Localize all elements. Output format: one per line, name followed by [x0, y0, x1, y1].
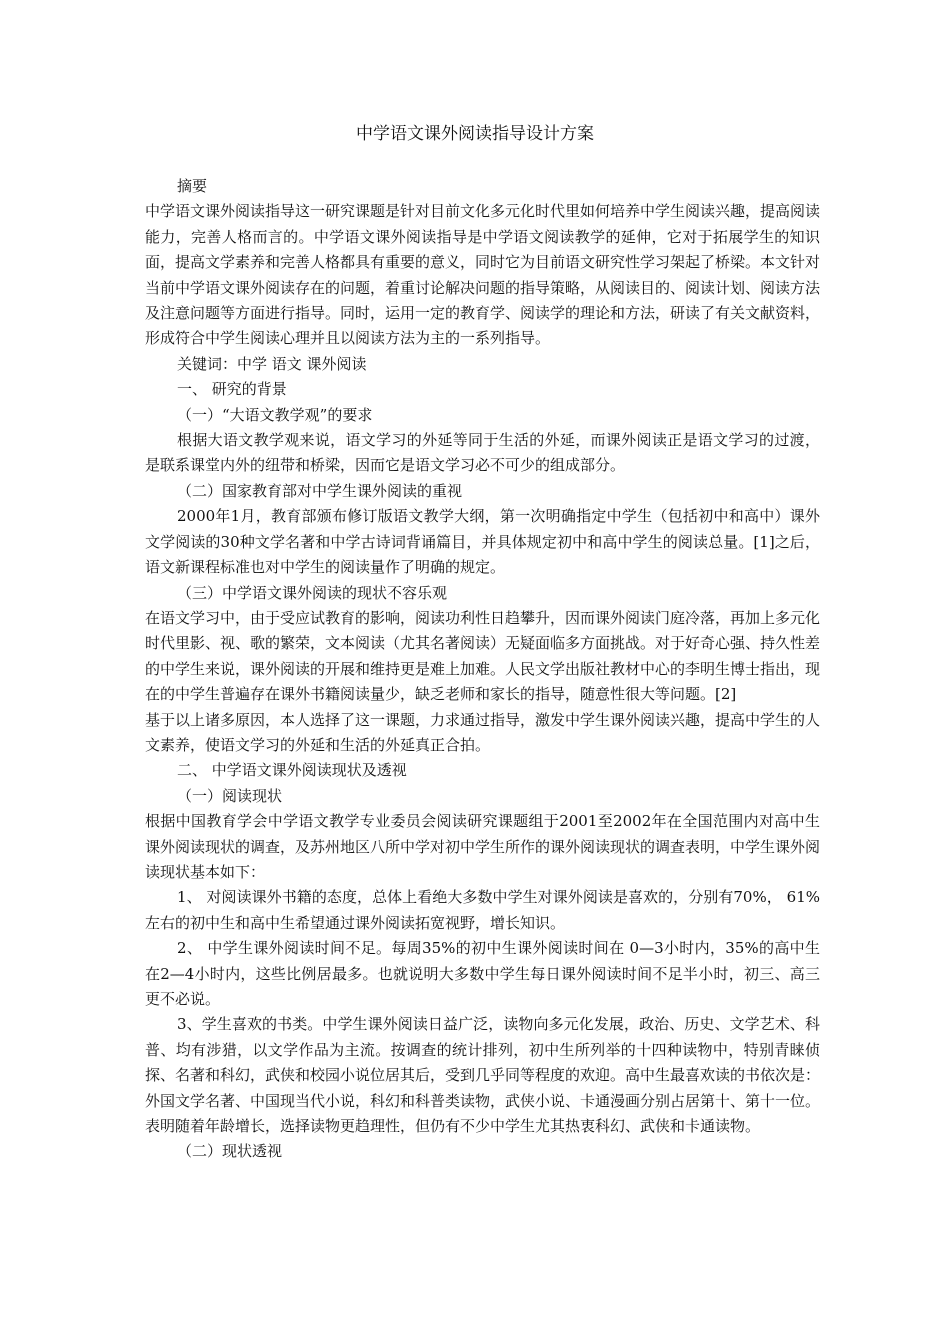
paragraph: 在语文学习中，由于受应试教育的影响，阅读功利性日趋攀升，因而课外阅读门庭冷落，再加上多元化时代里影、视、歌的繁荣，文本阅读（尤其名著阅读）无疑面临多方面挑战。对于好奇心强、持久性差的中学生来说，课外阅读的开展和维持更是难上加难。人民文学出版社教材中心的李明生博士指出，现在的中学生普遍存在课外书籍阅读量少，缺乏老师和家长的指导，随意性很大等问题。[2] [145, 608, 821, 704]
document-title: 中学语文课外阅读指导设计方案 [356, 124, 594, 144]
document-body [145, 174, 820, 1165]
paragraph: 根据大语文教学观来说，语文学习的外延等同于生活的外延，而课外阅读正是语文学习的过渡，是联系课堂内外的纽带和桥梁，因而它是语文学习必不可少的组成部分。 [145, 431, 820, 475]
paragraph: （二）国家教育部对中学生课外阅读的重视 [177, 481, 463, 500]
paragraph: （一）“大语文教学观”的要求 [177, 405, 373, 424]
paragraph: （一）阅读现状 [177, 786, 283, 805]
paragraph: 摘要 [177, 177, 208, 195]
paragraph: （二）现状透视 [177, 1142, 283, 1161]
paragraph: 一、 研究的背景 [177, 380, 287, 399]
paragraph: 1、 对阅读课外书籍的态度，总体上看绝大多数中学生对课外阅读是喜欢的，分别有70%， 61%左右的初中生和高中生希望通过课外阅读拓宽视野，增长知识。 [145, 888, 820, 932]
paragraph: 根据中国教育学会中学语文教学专业委员会阅读研究课题组于2001至2002年在全国范围内对高中生课外阅读现状的调查，及苏州地区八所中学对初中学生所作的课外阅读现状的调查表明，中学生课外阅读现状基本如下： [145, 812, 821, 881]
paragraph: 2、 中学生课外阅读时间不足。每周35%的初中生课外阅读时间在 0—3小时内，35%的高中生在2—4小时内，这些比例居最多。也就说明大多数中学生每日课外阅读时间不足半小时，初三、高三更不必说。 [145, 939, 820, 1008]
paragraph: 中学语文课外阅读指导这一研究课题是针对目前文化多元化时代里如何培养中学生阅读兴趣，提高阅读能力，完善人格而言的。中学语文课外阅读指导是中学语文阅读教学的延伸，它对于拓展学生的知识面，提高文学素养和完善人格都具有重要的意义，同时它为目前语文研究性学习架起了桥梁。本文针对当前中学语文课外阅读存在的问题，着重讨论解决问题的指导策略，从阅读目的、阅读计划、阅读方法及注意问题等方面进行指导。同时，运用一定的教育学、阅读学的理论和方法，研读了有关文献资料，形成符合中学生阅读心理并且以阅读方法为主的一系列指导。 [145, 202, 821, 348]
paragraph: 关键词：中学 语文 课外阅读 [177, 354, 367, 373]
paragraph: （三）中学语文课外阅读的现状不容乐观 [177, 583, 448, 602]
paragraph: 基于以上诸多原因，本人选择了这一课题，力求通过指导，激发中学生课外阅读兴趣，提高中学生的人文素养，使语文学习的外延和生活的外延真正合拍。 [145, 710, 821, 754]
paragraph: 3、学生喜欢的书类。中学生课外阅读日益广泛，读物向多元化发展，政治、历史、文学艺术、科普、均有涉猎，以文学作品为主流。按调查的统计排列，初中生所列举的十四种读物中，特别青睐侦探、名著和科幻，武侠和校园小说位居其后，受到几乎同等程度的欢迎。高中生最喜欢读的书依次是：外国文学名著、中国现当代小说，科幻和科普类读物，武侠小说、卡通漫画分别占居第十、第十一位。表明随着年龄增长，选择读物更趋理性，但仍有不少中学生尤其热衷科幻、武侠和卡通读物。 [145, 1015, 821, 1136]
paragraph: 二、 中学语文课外阅读现状及透视 [177, 761, 407, 780]
paragraph: 2000年1月，教育部颁布修订版语文教学大纲，第一次明确指定中学生（包括初中和高中）课外文学阅读的30种文学名著和中学古诗词背诵篇目，并具体规定初中和高中学生的阅读总量。[1]之后，语文新课程标准也对中学生的阅读量作了明确的规定。 [145, 507, 820, 577]
